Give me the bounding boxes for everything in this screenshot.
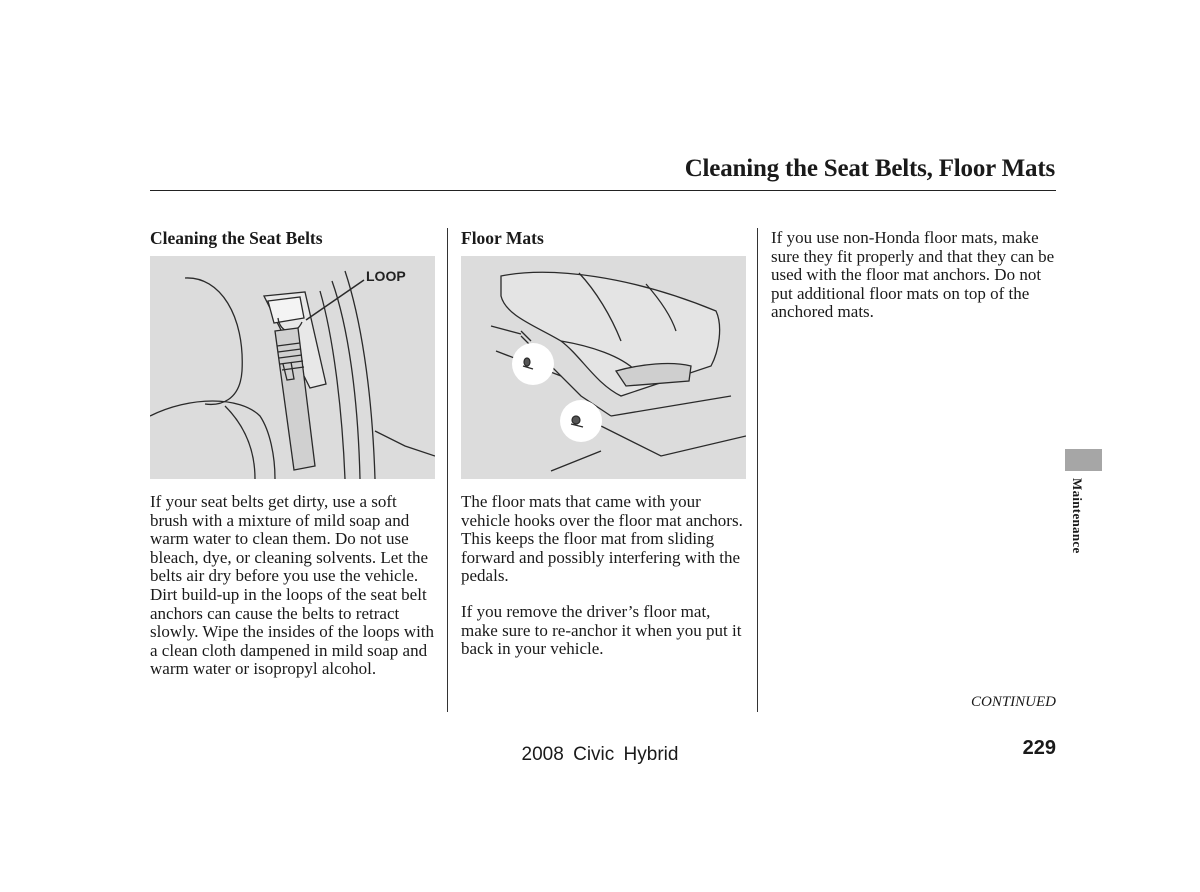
floor-mats-paragraph-2: If you remove the driver’s floor mat, make sure to re-anchor it when you put it back in your vehicle. — [461, 601, 742, 659]
non-honda-mats-column — [771, 228, 1056, 322]
floor-mats-paragraph-3: If you use non-Honda floor mats, make sure they fit properly and that they can be used with the floor mat anchors. Do not put additional floor mats on top of the anchored mats. — [771, 228, 1055, 322]
floor-mat-anchor-1 — [512, 343, 554, 385]
floor-mat-figure — [461, 256, 746, 479]
seat-belts-paragraph-2: Dirt build-up in the loops of the seat belt anchors can cause the belts to retract slowly. Wipe the insides of the loops with a clean cloth dampened in mild soap and warm water or isopropyl alcohol. — [150, 584, 435, 679]
floor-mat-illustration — [461, 256, 746, 479]
page-number: 229 — [1022, 737, 1056, 759]
section-tab — [1065, 449, 1102, 471]
loop-label: LOOP — [366, 268, 406, 284]
section-tab-label: Maintenance — [1070, 478, 1085, 554]
continued-label: CONTINUED — [970, 694, 1056, 710]
seat-belts-heading: Cleaning the Seat Belts — [150, 228, 323, 248]
seat-belts-column — [150, 228, 436, 679]
seat-belt-illustration — [150, 256, 435, 479]
floor-mats-column — [461, 228, 747, 659]
seat-belts-paragraph-1: If your seat belts get dirty, use a soft brush with a mixture of mild soap and warm water to clean them. Do not use bleach, dye, or cleaning solvents. Let the belts air dry before you use the vehicle. — [150, 492, 429, 586]
title-rule — [150, 190, 1056, 191]
floor-mat-anchor-2 — [560, 400, 602, 442]
seat-belt-figure — [150, 256, 435, 479]
column-divider-2 — [757, 228, 758, 712]
floor-mats-heading: Floor Mats — [461, 228, 544, 248]
page-title: Cleaning the Seat Belts, Floor Mats — [684, 155, 1055, 182]
column-divider-1 — [447, 228, 448, 712]
floor-mats-paragraph-1: The floor mats that came with your vehicle hooks over the floor mat anchors. This keeps the floor mat from sliding forward and possibly interfering with the pedals. — [461, 492, 743, 586]
footer-model: 2008 Civic Hybrid — [521, 744, 679, 765]
